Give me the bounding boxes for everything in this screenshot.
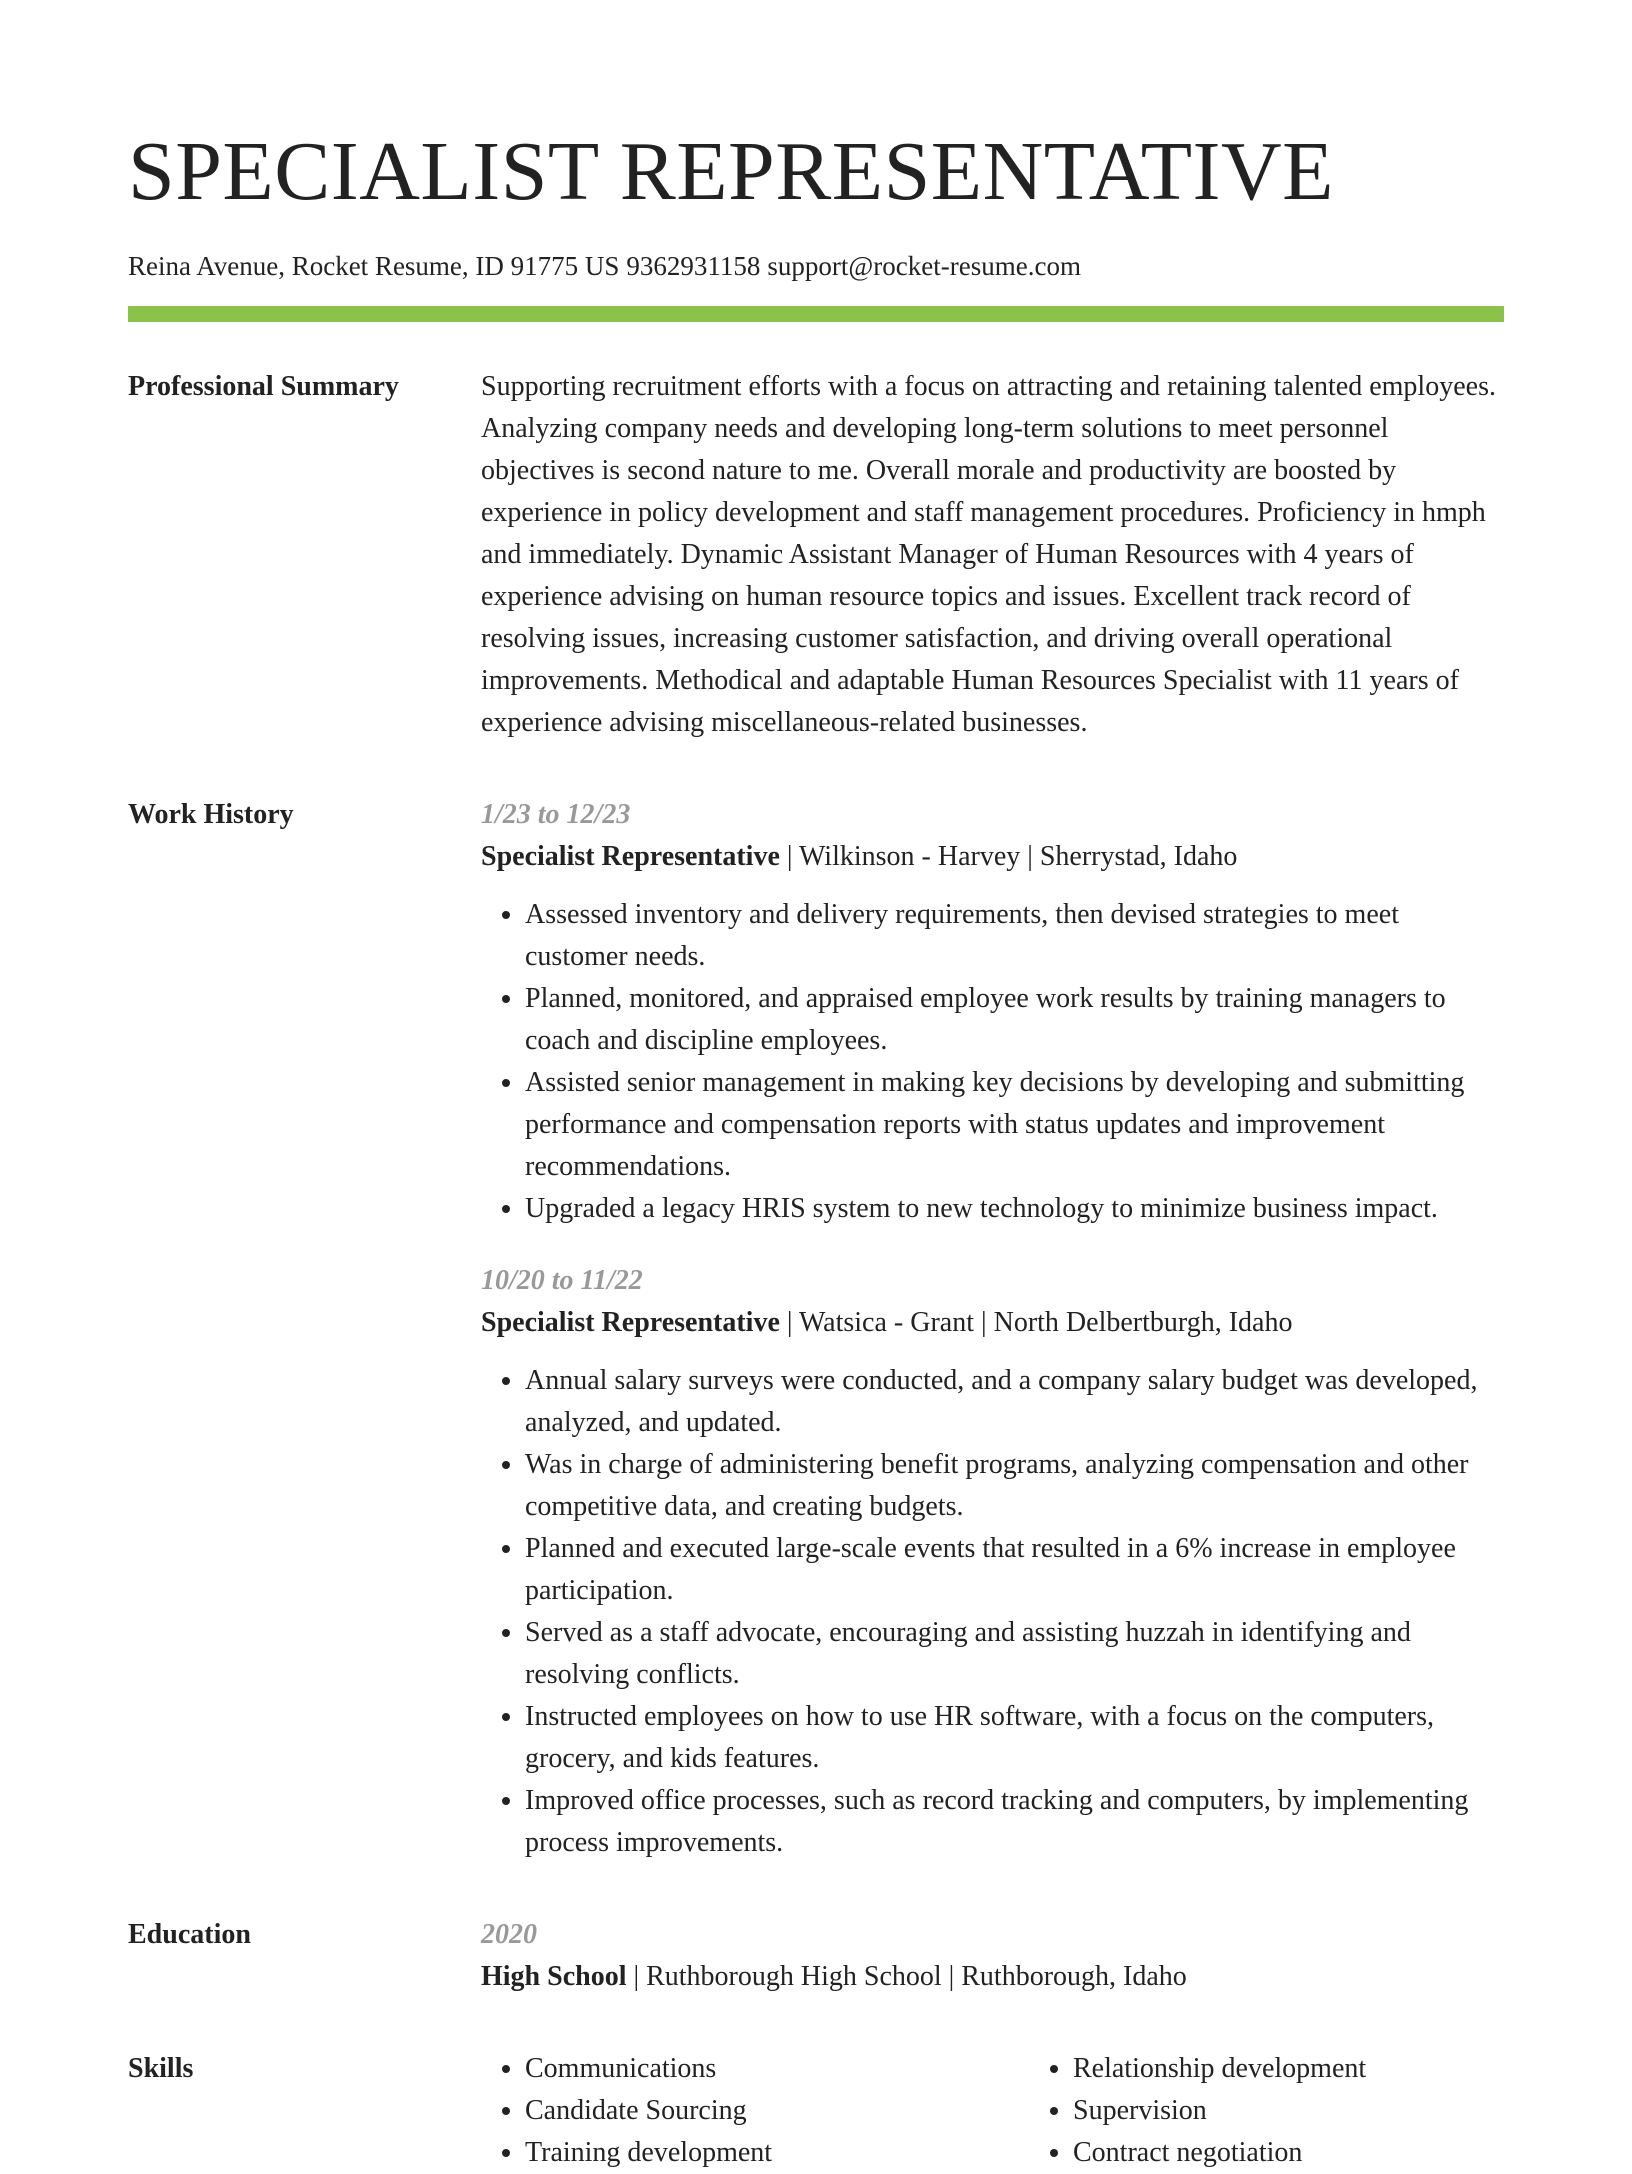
job-bullet: • Assessed inventory and delivery requirements, then devised strategies to meet customer needs.: [525, 894, 1504, 978]
job-bullet: • Annual salary surveys were conducted, and a company salary budget was developed, analyzed, and updated.: [525, 1360, 1504, 1444]
summary-section: [128, 366, 1504, 744]
skill-item: • Training development: [525, 2132, 1029, 2174]
job-bullets: [481, 1360, 1504, 1864]
education-degree: High School: [481, 1961, 627, 1992]
skill-item: • Communications: [525, 2048, 1029, 2090]
job-bullet: • Served as a staff advocate, encouraging and assisting huzzah in identifying and resolving conflicts.: [525, 1612, 1504, 1696]
job-role-line: [481, 1302, 1504, 1344]
job-bullet: • Planned, monitored, and appraised employee work results by training managers to coach and discipline employees.: [525, 978, 1504, 1062]
education-section: [128, 1914, 1504, 1998]
skill-item: • Relationship development: [1073, 2048, 1577, 2090]
skills-section: [128, 2048, 1504, 2174]
skills-list-left: [481, 2048, 1029, 2174]
education-line: [481, 1956, 1504, 1998]
summary-text: Supporting recruitment efforts with a focus on attracting and retaining talented employees. Analyzing company needs and developing long-term solutions to meet personnel objectives is second nature to me. Overall morale and productivity are boosted by experience in policy development and staff management procedures. Proficiency in hmph and immediately. Dynamic Assistant Manager of Human Resources with 4 years of experience advising on human resource topics and issues. Excellent track record of resolving issues, increasing customer satisfaction, and driving overall operational improvements. Methodical and adaptable Human Resources Specialist with 11 years of experience advising miscellaneous-related businesses.: [481, 371, 1496, 738]
contact-line: [128, 248, 1504, 284]
job-title: Specialist Representative: [481, 1307, 780, 1338]
skill-item: • Contract negotiation: [1073, 2132, 1577, 2174]
job-bullet: • Upgraded a legacy HRIS system to new technology to minimize business impact.: [525, 1188, 1504, 1230]
job-details: | Wilkinson - Harvey | Sherrystad, Idaho: [779, 841, 1238, 872]
skill-item: • Candidate Sourcing: [525, 2090, 1029, 2132]
work-history-section: [128, 794, 1504, 1864]
skills-heading: Skills: [128, 2053, 194, 2084]
job-bullet: • Planned and executed large-scale events that resulted in a 6% increase in employee participation.: [525, 1528, 1504, 1612]
education-heading: Education: [128, 1919, 251, 1950]
job-bullets: [481, 894, 1504, 1230]
job-details: | Watsica - Grant | North Delbertburgh, Idaho: [779, 1307, 1293, 1338]
job-dates: 1/23 to 12/23: [481, 799, 631, 830]
education-year: 2020: [481, 1919, 537, 1950]
education-details: | Ruthborough High School | Ruthborough, Idaho: [626, 1961, 1187, 1992]
job-title: Specialist Representative: [481, 841, 780, 872]
job-role-line: [481, 836, 1504, 878]
contact-address: Reina Avenue, Rocket Resume, ID 91775 US: [128, 251, 620, 281]
job-bullet: • Improved office processes, such as record tracking and computers, by implementing process improvements.: [525, 1780, 1504, 1864]
resume-name: SPECIALIST REPRESENTATIVE: [128, 125, 1334, 218]
summary-heading: Professional Summary: [128, 371, 399, 402]
header-divider: [128, 306, 1504, 322]
contact-email[interactable]: support@rocket-resume.com: [767, 251, 1081, 281]
skill-item: • Supervision: [1073, 2090, 1577, 2132]
job-entry: [481, 794, 1504, 1230]
contact-phone: 9362931158: [626, 251, 761, 281]
job-dates: 10/20 to 11/22: [481, 1265, 643, 1296]
job-bullet: • Was in charge of administering benefit programs, analyzing compensation and other competitive data, and creating budgets.: [525, 1444, 1504, 1528]
job-bullet: • Instructed employees on how to use HR software, with a focus on the computers, grocery, and kids features.: [525, 1696, 1504, 1780]
skills-list-right: [1029, 2048, 1577, 2174]
job-entry: [481, 1260, 1504, 1864]
job-bullet: • Assisted senior management in making key decisions by developing and submitting performance and compensation reports with status updates and improvement recommendations.: [525, 1062, 1504, 1188]
work-history-heading: Work History: [128, 799, 294, 830]
